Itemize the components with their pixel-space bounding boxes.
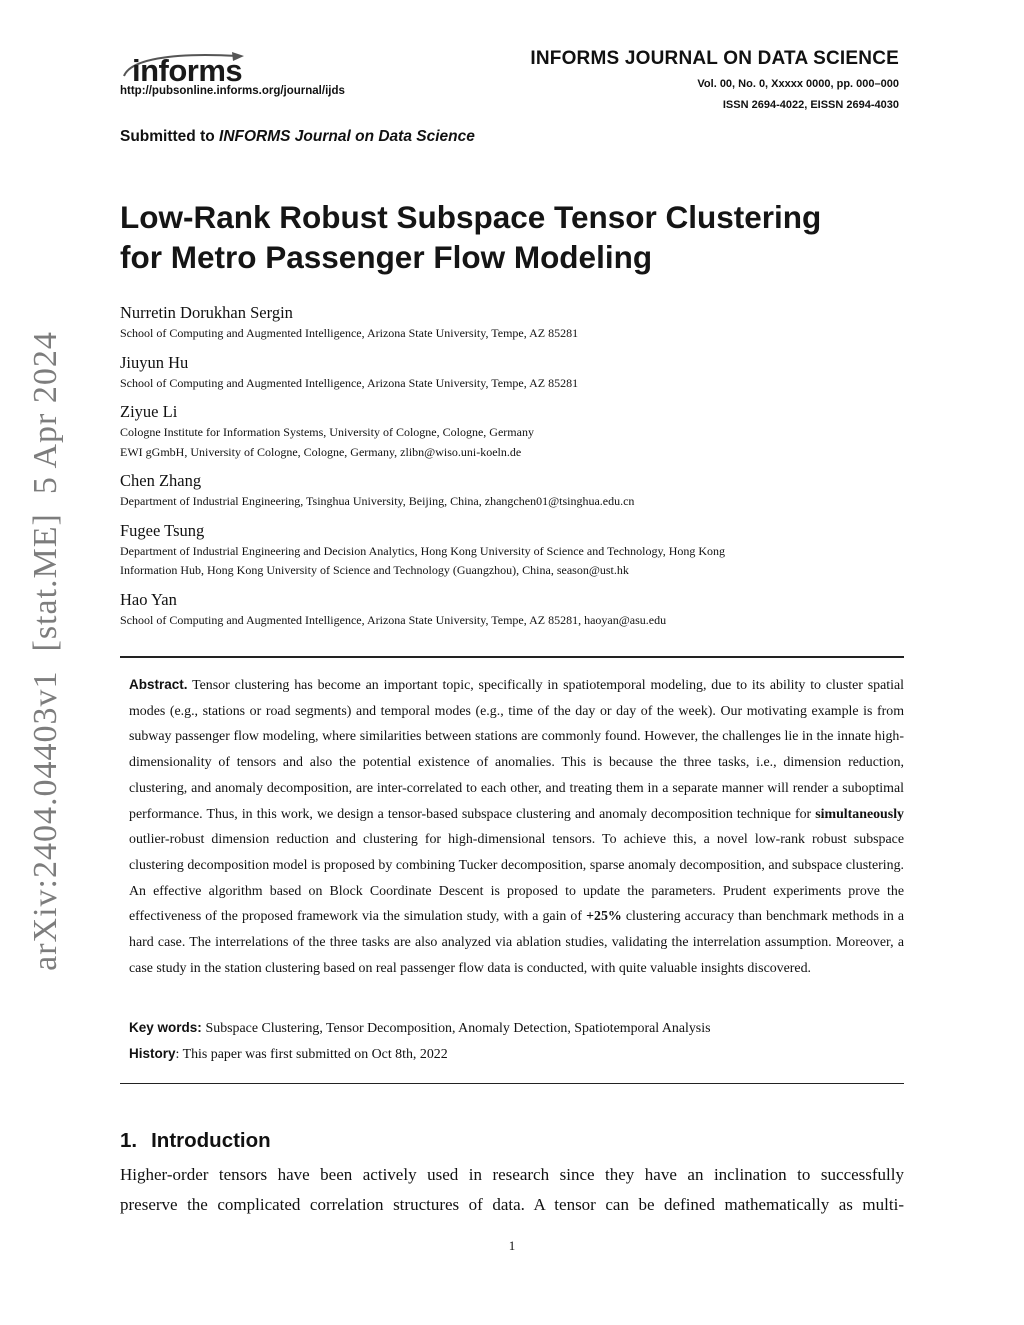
section-number: 1. (120, 1129, 138, 1152)
author-name: Ziyue Li (120, 402, 178, 421)
journal-volume: Vol. 00, No. 0, Xxxxx 0000, pp. 000–000 (697, 78, 899, 90)
abstract-emphasis: +25% (586, 909, 622, 925)
abstract-label: Abstract. (129, 677, 188, 692)
author-block (120, 470, 920, 512)
author-affiliation: Cologne Institute for Information Systems, University of Cologne, Cologne, Germany (120, 425, 534, 439)
submitted-note (120, 128, 475, 146)
author-block (120, 352, 920, 394)
keywords-text: Subspace Clustering, Tensor Decomposition, Anomaly Detection, Spatiotemporal Analysis (205, 1021, 711, 1036)
author-name: Fugee Tsung (120, 520, 205, 540)
journal-url[interactable]: http://pubsonline.informs.org/journal/ijds (120, 85, 345, 97)
author-name: Hao Yan (120, 589, 177, 609)
section-body (120, 1160, 904, 1220)
author-affiliation: EWI gGmbH, University of Cologne, Cologne, Germany, zlibn@wiso.uni-koeln.de (120, 444, 522, 459)
author-block (120, 302, 920, 344)
section-heading (120, 1129, 271, 1153)
author-affiliation: Department of Industrial Engineering and Decision Analytics, Hong Kong University of Science and Technology, Hong Kong (120, 543, 726, 558)
journal-name: INFORMS JOURNAL ON DATA SCIENCE (530, 48, 899, 69)
journal-issn: ISSN 2694-4022, EISSN 2694-4030 (722, 99, 899, 111)
history: History: This paper was first submitted on Oct 8th, 2022 (129, 1046, 448, 1062)
author-name: Chen Zhang (120, 471, 202, 490)
author-name: Nurretin Dorukhan Sergin (120, 303, 293, 322)
author-affiliation: School of Computing and Augmented Intelligence, Arizona State University, Tempe, AZ 85281 (120, 326, 579, 340)
keywords: Key words: Subspace Clustering, Tensor Decomposition, Anomaly Detection, Spatiotemporal Analysis (129, 1020, 711, 1036)
abstract (129, 672, 904, 981)
title-line: Low-Rank Robust Subspace Tensor Clustering (120, 199, 822, 235)
author-affiliation: Department of Industrial Engineering, Tsinghua University, Beijing, China, zhangchen01@tsinghua.edu.cn (120, 494, 635, 508)
abstract-bottom-rule (120, 1083, 904, 1084)
body-line: Higher-order tensors have been actively used in research since they have an inclination to successfully (120, 1165, 904, 1184)
paper-title (120, 197, 910, 277)
submitted-journal: INFORMS Journal on Data Science (219, 128, 475, 145)
page-number: 1 (508, 1238, 516, 1253)
author-block (120, 401, 920, 462)
author-affiliation: School of Computing and Augmented Intelligence, Arizona State University, Tempe, AZ 85281, haoyan@asu.edu (120, 612, 667, 627)
abstract-emphasis: simultaneously (815, 806, 904, 822)
informs-logo (120, 50, 250, 88)
abstract-text: clustering accuracy than benchmark methods in a hard case. The interrelations of the three tasks are also analyzed via ablation studies, validating the interrelation assumption. Moreover, a case study in the station clustering based on real passenger flow data is conducted, with quite valuable insights discovered. (129, 909, 905, 976)
section-title: Introduction (151, 1129, 271, 1152)
history-text: This paper was first submitted on Oct 8th, 2022 (182, 1047, 448, 1062)
keywords-label: Key words (129, 1020, 198, 1035)
author-name: Jiuyun Hu (120, 352, 189, 372)
submitted-prefix: Submitted to (120, 128, 220, 145)
author-affiliation: Information Hub, Hong Kong University of Science and Technology (Guangzhou), China, season@ust.hk (120, 563, 629, 577)
title-line: for Metro Passenger Flow Modeling (120, 239, 653, 275)
abstract-top-rule (120, 656, 904, 658)
arxiv-stamp-text[interactable]: arXiv:2404.04403v1 [stat.ME] 5 Apr 2024 (27, 331, 64, 971)
body-line: preserve the complicated correlation structures of data. A tensor can be defined mathematically as multi- (120, 1195, 904, 1214)
logo-text: informs (132, 53, 243, 88)
history-label: History (129, 1046, 176, 1061)
author-affiliation: School of Computing and Augmented Intelligence, Arizona State University, Tempe, AZ 85281 (120, 375, 579, 390)
abstract-text: outlier-robust dimension reduction and clustering for high-dimensional tensors. To achieve this, a novel low-rank robust subspace clustering decomposition model is proposed by combining Tucker decomposition, sparse anomaly decomposition, and subspace clustering. An effective algorithm based on Block Coordinate Descent is proposed to update the parameters. Prudent experiments prove the effectiveness of the proposed framework via the simulation study, with a gain of (129, 832, 904, 925)
author-block (120, 520, 920, 581)
abstract-text: Tensor clustering has become an important topic, specifically in spatiotemporal modeling, due to its ability to cluster spatial modes (e.g., stations or road segments) and temporal modes (e.g., time of the day or day of the week). Our motivating example is from subway passenger flow modeling, where similarities between stations are commonly found. However, the challenges lie in the innate high-dimensionality of tensors and also the potential existence of anomalies. This is because the three tasks, i.e., dimension reduction, clustering, and anomaly decomposition, are inter-correlated to each other, and treating them in a separate manner will render a suboptimal performance. Thus, in this work, we design a tensor-based subspace clustering and anomaly decomposition technique for (129, 678, 904, 822)
author-block (120, 589, 920, 631)
author-list (120, 302, 920, 638)
